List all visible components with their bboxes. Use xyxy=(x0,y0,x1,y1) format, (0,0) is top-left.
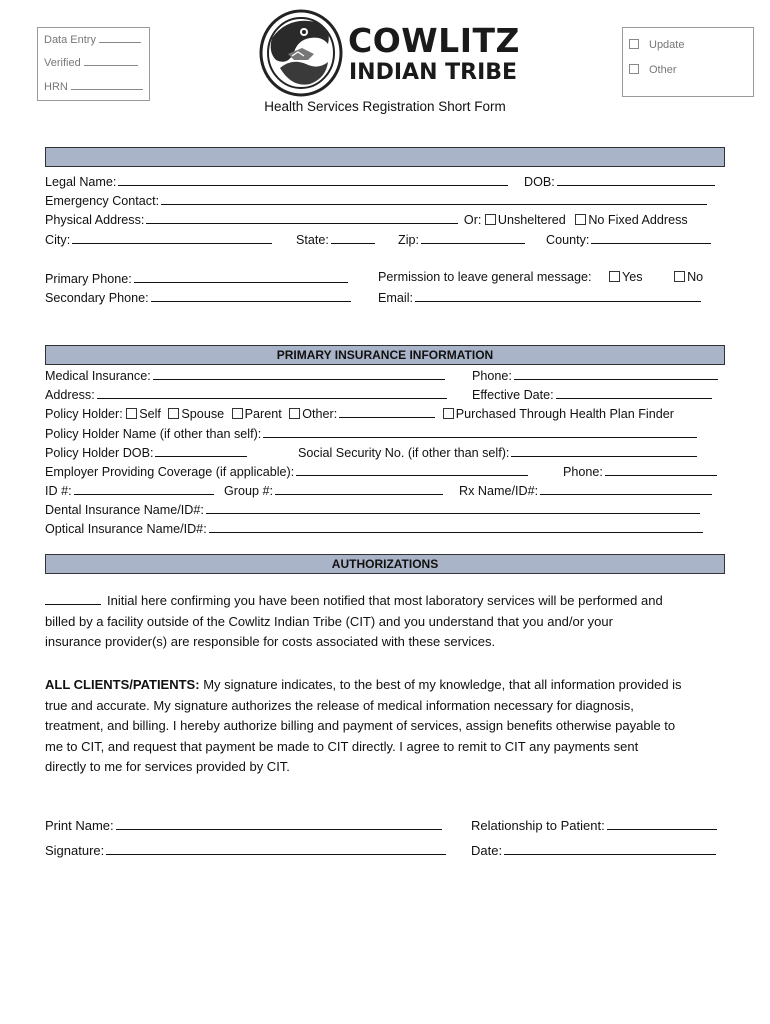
clients-label: ALL CLIENTS/PATIENTS: xyxy=(45,677,200,692)
insurance-phone-label: Phone: xyxy=(472,369,512,383)
id-row xyxy=(45,482,216,498)
dob-input[interactable] xyxy=(557,173,715,186)
county-input[interactable] xyxy=(591,231,711,244)
signature-input[interactable] xyxy=(106,842,446,855)
holder-name-label: Policy Holder Name (if other than self): xyxy=(45,427,262,441)
secondary-phone-input[interactable] xyxy=(151,289,351,302)
message-permission-row xyxy=(378,270,703,284)
policy-spouse-label: Spouse xyxy=(181,407,225,421)
clients-line-3: treatment, and billing. I hereby authorize billing and payment of services, assign benefits otherwise payable to xyxy=(45,718,676,733)
print-name-input[interactable] xyxy=(116,817,442,830)
clients-line-2: true and accurate. My signature authorizes the release of medical information necessary for diagnosis, xyxy=(45,697,634,713)
zip-label: Zip: xyxy=(398,233,419,247)
or-label: Or: xyxy=(463,213,482,227)
ssn-row xyxy=(298,444,699,460)
emergency-contact-input[interactable] xyxy=(161,192,707,205)
primary-phone-row xyxy=(45,270,350,286)
data-entry-label: Data Entry xyxy=(44,34,96,46)
legal-name-input[interactable] xyxy=(118,173,508,186)
tribal-bird-icon xyxy=(258,8,344,98)
print-name-row xyxy=(45,817,444,833)
verified-field[interactable] xyxy=(44,55,138,69)
relationship-row xyxy=(471,817,719,833)
hrn-label: HRN xyxy=(44,81,68,93)
relationship-label: Relationship to Patient: xyxy=(471,818,605,833)
checkbox-icon xyxy=(629,64,639,74)
ssn-label: Social Security No. (if other than self): xyxy=(298,446,510,460)
lab-notice-line-1 xyxy=(45,591,725,612)
employer-phone-label: Phone: xyxy=(563,465,603,479)
emergency-contact-row xyxy=(45,192,709,208)
hrn-field[interactable] xyxy=(44,79,143,93)
data-entry-field[interactable] xyxy=(44,32,141,46)
rx-input[interactable] xyxy=(540,482,712,495)
other-label: Other xyxy=(649,64,677,76)
medical-insurance-label: Medical Insurance: xyxy=(45,369,151,383)
city-input[interactable] xyxy=(72,231,272,244)
dob-row xyxy=(524,173,717,189)
employer-phone-row xyxy=(563,463,719,479)
optical-input[interactable] xyxy=(209,520,703,533)
relationship-input[interactable] xyxy=(607,817,717,830)
message-yes-label: Yes xyxy=(622,270,643,284)
group-label: Group #: xyxy=(224,484,274,498)
lab-notice-line-3: insurance provider(s) are responsible for costs associated with these services. xyxy=(45,634,496,649)
health-plan-finder-label: Purchased Through Health Plan Finder xyxy=(455,407,674,421)
update-checkbox[interactable] xyxy=(629,39,684,51)
insurance-address-label: Address: xyxy=(45,388,95,402)
group-input[interactable] xyxy=(275,482,443,495)
policy-self-label: Self xyxy=(139,407,161,421)
insurance-address-input[interactable] xyxy=(97,386,447,399)
lab-services-notice xyxy=(45,591,725,653)
state-label: State: xyxy=(296,233,329,247)
id-input[interactable] xyxy=(74,482,214,495)
county-label: County: xyxy=(546,233,590,247)
policy-self-checkbox[interactable] xyxy=(126,408,137,419)
verified-label: Verified xyxy=(44,57,81,69)
checkbox-icon xyxy=(629,39,639,49)
legal-name-label: Legal Name: xyxy=(45,175,117,189)
effective-date-label: Effective Date: xyxy=(472,388,554,402)
holder-dob-label: Policy Holder DOB: xyxy=(45,446,154,460)
city-label: City: xyxy=(45,233,71,247)
signature-row xyxy=(45,842,448,858)
unsheltered-label: Unsheltered xyxy=(497,213,566,227)
zip-input[interactable] xyxy=(421,231,525,244)
logo-title-cowlitz: COWLITZ xyxy=(348,21,520,60)
group-row xyxy=(224,482,445,498)
zip-row xyxy=(398,231,527,247)
city-row xyxy=(45,231,274,247)
holder-name-row xyxy=(45,425,699,441)
insurance-address-row xyxy=(45,386,449,402)
unsheltered-checkbox[interactable] xyxy=(485,214,496,225)
employer-label: Employer Providing Coverage (if applicable): xyxy=(45,465,295,479)
holder-dob-input[interactable] xyxy=(155,444,247,457)
signature-label: Signature: xyxy=(45,843,105,858)
legal-name-row xyxy=(45,173,510,189)
email-row xyxy=(378,289,703,305)
physical-address-label: Physical Address: xyxy=(45,213,145,227)
employer-row xyxy=(45,463,530,479)
cowlitz-logo-emblem xyxy=(258,8,344,98)
demographics-header-bar xyxy=(45,147,725,167)
ssn-input[interactable] xyxy=(511,444,697,457)
policy-holder-label: Policy Holder: xyxy=(45,407,123,421)
dental-input[interactable] xyxy=(206,501,700,514)
print-name-label: Print Name: xyxy=(45,818,114,833)
rx-label: Rx Name/ID#: xyxy=(459,484,539,498)
primary-phone-label: Primary Phone: xyxy=(45,272,132,286)
primary-phone-input[interactable] xyxy=(134,270,348,283)
status-box xyxy=(622,27,754,97)
county-row xyxy=(546,231,713,247)
state-row xyxy=(296,231,377,247)
date-label: Date: xyxy=(471,843,503,858)
secondary-phone-label: Secondary Phone: xyxy=(45,291,149,305)
policy-parent-checkbox[interactable] xyxy=(232,408,243,419)
clients-patients-statement xyxy=(45,675,725,778)
clients-line-1 xyxy=(45,675,725,696)
policy-other-label: Other: xyxy=(302,407,338,421)
email-input[interactable] xyxy=(415,289,701,302)
effective-date-input[interactable] xyxy=(556,386,712,399)
emergency-contact-label: Emergency Contact: xyxy=(45,194,160,208)
policy-holder-row xyxy=(45,405,674,421)
optical-label: Optical Insurance Name/ID#: xyxy=(45,522,207,536)
effective-date-row xyxy=(472,386,714,402)
holder-dob-row xyxy=(45,444,249,460)
dob-label: DOB: xyxy=(524,175,555,189)
message-permission-label: Permission to leave general message: xyxy=(378,270,592,284)
office-use-box xyxy=(37,27,150,101)
physical-address-row xyxy=(45,211,688,227)
id-label: ID #: xyxy=(45,484,72,498)
no-fixed-address-checkbox[interactable] xyxy=(575,214,586,225)
secondary-phone-row xyxy=(45,289,353,305)
message-no-checkbox[interactable] xyxy=(674,271,685,282)
clients-text-1: My signature indicates, to the best of my knowledge, that all information provided is xyxy=(203,677,682,692)
insurance-header-bar: PRIMARY INSURANCE INFORMATION xyxy=(45,345,725,365)
form-title: Health Services Registration Short Form xyxy=(264,99,506,114)
policy-other-checkbox[interactable] xyxy=(289,408,300,419)
policy-parent-label: Parent xyxy=(244,407,282,421)
policy-other-input[interactable] xyxy=(339,405,435,418)
medical-insurance-row xyxy=(45,367,447,383)
logo-title-indian-tribe: INDIAN TRIBE xyxy=(349,60,518,85)
update-label: Update xyxy=(649,39,685,51)
optical-row xyxy=(45,520,705,536)
message-yes-checkbox[interactable] xyxy=(609,271,620,282)
policy-spouse-checkbox[interactable] xyxy=(168,408,179,419)
other-checkbox[interactable] xyxy=(629,64,677,76)
insurance-phone-row xyxy=(472,367,720,383)
clients-line-4: me to CIT, and request that payment be made to CIT directly. I agree to remit to CIT any payments sent xyxy=(45,738,639,754)
dental-row xyxy=(45,501,702,517)
clients-line-5: directly to me for services provided by CIT. xyxy=(45,759,290,774)
health-plan-finder-checkbox[interactable] xyxy=(443,408,454,419)
date-row xyxy=(471,842,718,858)
message-no-label: No xyxy=(687,270,704,284)
no-fixed-address-label: No Fixed Address xyxy=(588,213,688,227)
holder-name-input[interactable] xyxy=(263,425,697,438)
lab-notice-text-1: Initial here confirming you have been notified that most laboratory services will be performed and xyxy=(107,593,663,608)
medical-insurance-input[interactable] xyxy=(153,367,445,380)
authorizations-header-bar: AUTHORIZATIONS xyxy=(45,554,725,574)
state-input[interactable] xyxy=(331,231,375,244)
date-input[interactable] xyxy=(504,842,716,855)
employer-input[interactable] xyxy=(296,463,528,476)
dental-label: Dental Insurance Name/ID#: xyxy=(45,503,204,517)
insurance-phone-input[interactable] xyxy=(514,367,718,380)
physical-address-input[interactable] xyxy=(146,211,458,224)
email-label: Email: xyxy=(378,291,413,305)
employer-phone-input[interactable] xyxy=(605,463,717,476)
initial-input[interactable] xyxy=(45,592,101,605)
rx-row xyxy=(459,482,714,498)
lab-notice-line-2: billed by a facility outside of the Cowlitz Indian Tribe (CIT) and you understand that you and/or your xyxy=(45,613,613,629)
